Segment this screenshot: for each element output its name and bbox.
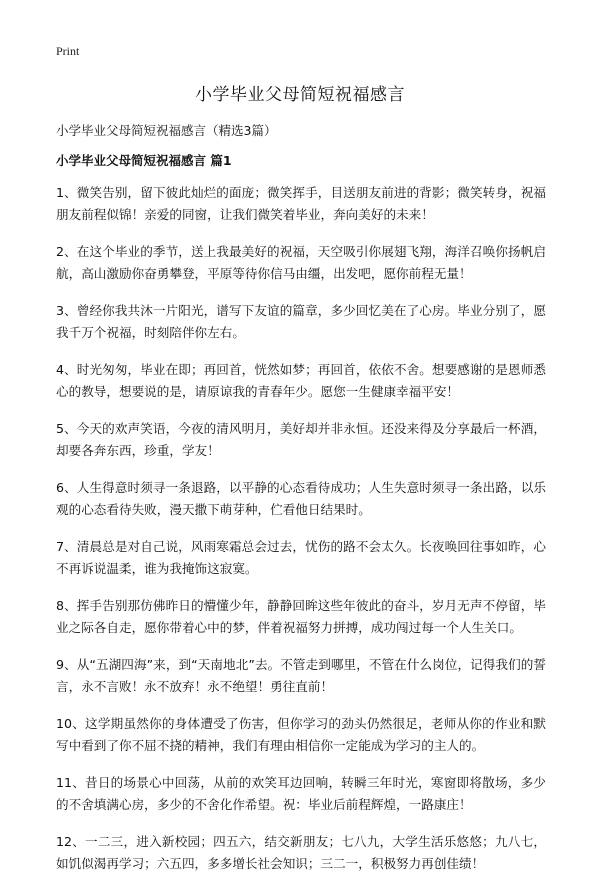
wish-item: 7、清晨总是对自己说，风雨寒霜总会过去，忧伤的路不会太久。长夜唤回往事如昨，心不再诉说温柔，谁为我掩饰这寂寞。	[56, 539, 546, 576]
wish-item: 1、微笑告别，留下彼此灿烂的面庞；微笑挥手，目送朋友前进的背影；微笑转身，祝福朋友前程似锦！亲爱的同窗，让我们微笑着毕业，奔向美好的未来！	[56, 185, 546, 222]
wish-list	[56, 182, 546, 890]
wish-item: 9、从“五湖四海”来，到“天南地北”去。不管走到哪里，不管在什么岗位，记得我们的誓言，永不言败！永不放弃！永不绝望！勇往直前！	[56, 657, 546, 694]
wish-item: 2、在这个毕业的季节，送上我最美好的祝福，天空吸引你展翅飞翔，海洋召唤你扬帆启航，高山激励你奋勇攀登，平原等待你信马由缰，出发吧，愿你前程无量！	[56, 244, 546, 281]
wish-item: 4、时光匆匆，毕业在即；再回首，恍然如梦；再回首，依依不舍。想要感谢的是恩师悉心的教导，想要说的是，请原谅我的青春年少。愿您一生健康幸福平安！	[56, 362, 546, 399]
article-subtitle: 小学毕业父母简短祝福感言（精选3篇）	[56, 123, 277, 138]
wish-item: 8、挥手告别那仿佛昨日的懵懂少年，静静回眸这些年彼此的奋斗，岁月无声不停留，毕业之际各自走，愿你带着心中的梦，伴着祝福努力拼搏，成功闯过每一个人生关口。	[56, 598, 546, 635]
section-heading: 小学毕业父母简短祝福感言 篇1	[56, 153, 232, 168]
wish-item: 3、曾经你我共沐一片阳光，谱写下友谊的篇章，多少回忆美在了心房。毕业分别了，愿我千万个祝福，时刻陪伴你左右。	[56, 303, 546, 340]
wish-item: 10、这学期虽然你的身体遭受了伤害，但你学习的劲头仍然很足，老师从你的作业和默写中看到了你不屈不挠的精神，我们有理由相信你一定能成为学习的主人的。	[56, 716, 546, 753]
print-link[interactable]: Print	[56, 44, 80, 58]
page-title: 小学毕业父母简短祝福感言	[195, 85, 405, 105]
wish-item: 12、一二三，进入新校园；四五六，结交新朋友；七八九，大学生活乐悠悠；九八七，如饥似渴再学习；六五四，多多增长社会知识；三二一，积极努力再创佳绩！	[56, 834, 546, 871]
wish-item: 11、昔日的场景心中回荡，从前的欢笑耳边回响，转瞬三年时光，寒窗即将散场，多少的不舍填满心房，多少的不舍化作希望。祝：毕业后前程辉煌，一路康庄！	[56, 775, 546, 812]
wish-item: 6、人生得意时须寻一条退路，以平静的心态看待成功；人生失意时须寻一条出路，以乐观的心态看待失败，漫天撒下萌芽种，伫看他日结果时。	[56, 480, 546, 517]
wish-item: 5、今天的欢声笑语，今夜的清风明月，美好却并非永恒。还没来得及分享最后一杯酒，却要各奔东西，珍重，学友！	[56, 421, 546, 458]
